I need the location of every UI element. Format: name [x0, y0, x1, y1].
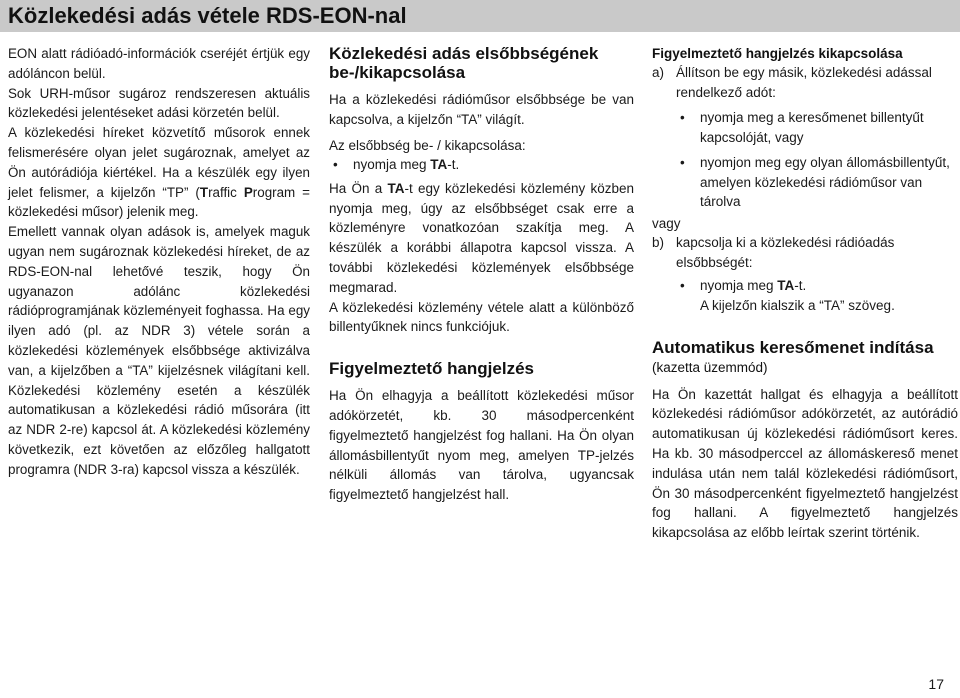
keys-disabled-paragraph: A közlekedési közlemény vétele alatt a különböző billentyűknek nincs funkciójuk.	[329, 299, 634, 335]
tp-text-a: A közlekedési híreket közvetítő műsorok ennek felismerésére olyan jelet sugároznak, amelyet az Ön autórádiója kiértékel. Ha a készülék egy ilyen jelet felismer, a kijelzőn “TP” (	[8, 125, 310, 200]
bullet-text-b: -t.	[447, 157, 460, 173]
option-b-bullet-text-a: nyomja meg	[700, 278, 778, 294]
tp-bold-t: T	[199, 184, 209, 200]
warning-paragraph: Ha Ön elhagyja a beállított közlekedési műsor adókörzetét, kb. 30 másodpercenként figyelmeztető hangjelzést fog hallani. Ha Ön olyan állomásbillentyűt nyom meg, amelyen TP-jelzés nélküli állomás van tárolva, ugyancsak figyelmeztető hangjelzést hall.	[329, 388, 634, 503]
priority-bullet	[329, 155, 634, 175]
tp-text-b: raffic	[208, 184, 244, 200]
page-title: Közlekedési adás vétele RDS-EON-nal	[8, 3, 407, 28]
option-b-bullet-text-b: -t.	[794, 278, 807, 294]
option-a-bullet-1	[676, 108, 958, 147]
warning-off-heading: Figyelmeztető hangjelzés kikapcsolása	[652, 46, 903, 61]
priority-toggle-label: Az elsőbbség be- / kikapcsolása:	[329, 137, 526, 153]
option-b-label: b)	[652, 235, 665, 251]
bullet-text-a: nyomja meg	[353, 157, 431, 173]
option-a-label: a)	[652, 65, 665, 80]
auto-search-heading-sub: (kazetta üzemmód)	[652, 359, 768, 375]
option-a-bullet-1-text: nyomja meg a keresőmenet billentyűt	[700, 110, 924, 125]
option-b-text: kapcsolja ki a közlekedési rádióadás elsőbbségét:	[676, 235, 895, 270]
ta-bold: TA	[387, 180, 405, 196]
option-a-bullet-1-text-b: kapcsolóját, vagy	[700, 129, 804, 145]
option-a	[652, 63, 958, 102]
tp-paragraph	[8, 123, 310, 222]
priority-paragraph: Ha a közlekedési rádióműsor elsőbbsége be van kapcsolva, a kijelzőn “TA” világít.	[329, 92, 634, 127]
tp-text-c: rogram = közlekedési műsor) jelenik meg.	[8, 184, 310, 220]
bullet-bold-ta: TA	[430, 157, 448, 173]
auto-search-paragraph: Ha Ön kazettát hallgat és elhagyja a beállított közlekedési rádióműsor adókörzetét, az autórádió automatikusan új közlekedési rádióműsort keres. Ha kb. 30 másodperccel az állomáskereső menet indulása után nem talál közlekedési rádióműsort, Ön 30 másodpercenként figyelmeztető hangjelzést fog hallani. A figyelmeztető hangjelzés kikapcsolása az előbb leírtak szerint történik.	[652, 386, 958, 541]
ta-interrupt-paragraph	[329, 179, 634, 298]
column-1	[8, 44, 310, 480]
auto-search-heading-text: Automatikus keresőmenet indítása	[652, 337, 934, 357]
page-number: 17	[928, 676, 944, 692]
option-b-note: A kijelzőn kialszik a “TA” szöveg.	[700, 297, 895, 313]
auto-search-heading	[652, 338, 942, 377]
warning-heading: Figyelmeztető hangjelzés	[329, 359, 534, 379]
urh-paragraph: Sok URH-műsor sugároz rendszeresen aktuális közlekedési jelentéseket adási körzetén belül.	[8, 85, 310, 121]
option-b-bullet-bold: TA	[777, 278, 795, 294]
tp-bold-p: P	[243, 184, 253, 200]
option-a-text: Állítson be egy másik, közlekedési adással rendelkező adót:	[676, 65, 932, 100]
eon-intro-paragraph: EON alatt rádióadó-információk cseréjét értjük egy adóláncon belül.	[8, 46, 310, 81]
option-a-bullet-2: • nyomjon meg egy olyan állomásbillentyűt, amelyen közlekedési rádióműsor van tárolva	[676, 153, 950, 212]
option-b	[652, 233, 958, 272]
or-label: vagy	[652, 215, 681, 231]
option-b-bullet	[676, 276, 958, 296]
column-3	[652, 44, 958, 543]
column-2	[329, 44, 634, 505]
ta-text-a: Ha Ön a	[329, 180, 388, 196]
ta-text-b: -t egy közlekedési közlemény közben nyomja meg, úgy az elsőbbséget csak erre a közleményre vonatkozóan szakítja meg. A készülék a korábbi állapotra kapcsol vissza. A további közlekedési közlemények elsőbbsége megmarad.	[329, 180, 634, 295]
priority-heading: Közlekedési adás elsőbbségének be-/kikapcsolása	[329, 44, 599, 82]
eon-detail-paragraph: Emellett vannak olyan adások is, amelyek maguk ugyan nem sugároznak közlekedési híreket, de az RDS-EON-nal lehetővé teszik, hogy Ön ugyanazon adólánc közlekedési rádióprogramjának közleményeit foghassa. Ha egy ilyen adó (pl. az NDR 3) vétele során a közlekedési közlemények elsőbbsége aktivizálva van, a kijelzőben a “TA” kijelzésnek világítani kell. Közlekedési közlemény esetén a készülék automatikusan a közlekedési rádió műsorára (itt az NDR 2-re) kapcsol át. A közlekedési közlemény következik, ezt követően az előzőleg hallgatott programra (NDR 3-ra) kapcsol vissza a készülék.	[8, 224, 310, 477]
title-bar	[0, 0, 960, 32]
